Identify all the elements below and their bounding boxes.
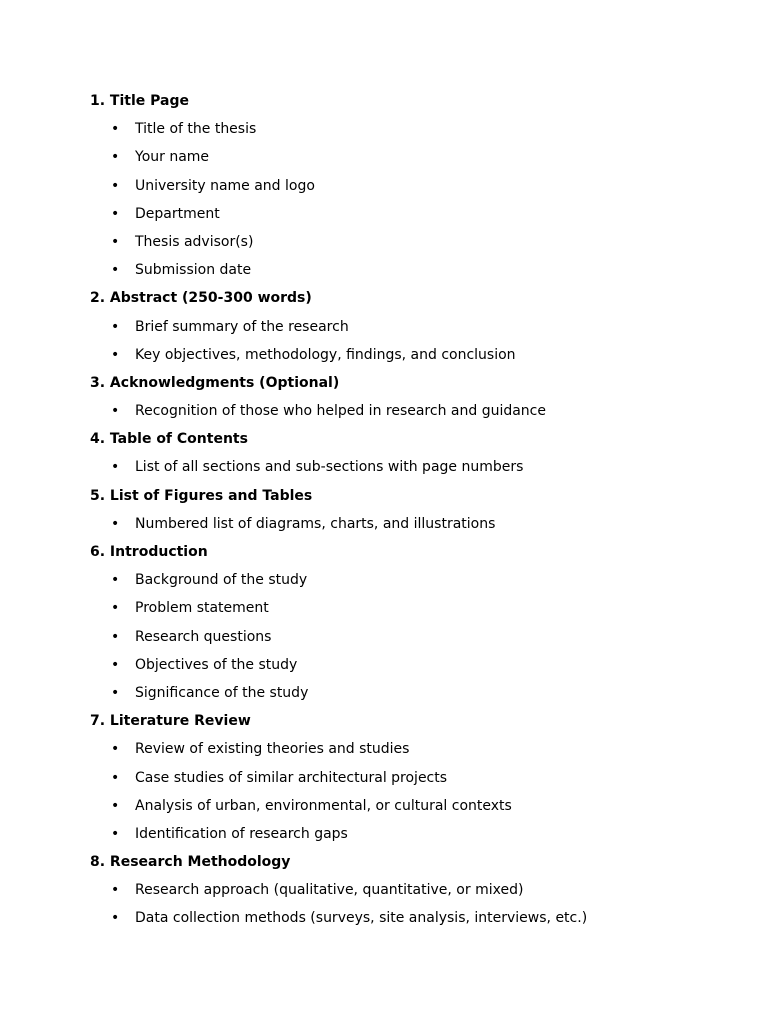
- list-item: [90, 569, 730, 597]
- bullet-list: [90, 456, 730, 484]
- bullet-icon: •: [111, 600, 120, 617]
- list-item: [90, 682, 730, 710]
- bullet-icon: •: [111, 262, 120, 279]
- bullet-list: [90, 118, 730, 287]
- list-item-text: List of all sections and sub-sections with page numbers: [135, 459, 524, 476]
- bullet-icon: •: [111, 121, 120, 138]
- section-heading: 8. Research Methodology: [90, 854, 291, 871]
- bullet-list: [90, 738, 730, 851]
- list-item: [90, 823, 730, 851]
- bullet-icon: •: [111, 769, 120, 786]
- list-item: [90, 654, 730, 682]
- list-item-text: Department: [135, 205, 220, 222]
- bullet-list: [90, 513, 730, 541]
- section-abstract: [90, 287, 730, 372]
- section-heading: 7. Literature Review: [90, 713, 251, 730]
- bullet-icon: •: [111, 825, 120, 842]
- list-item: [90, 175, 730, 203]
- list-item-text: Recognition of those who helped in research and guidance: [135, 403, 546, 420]
- list-item-text: Analysis of urban, environmental, or cultural contexts: [135, 797, 512, 814]
- list-item: [90, 456, 730, 484]
- list-item: [90, 316, 730, 344]
- section-acknowledgments: [90, 372, 730, 428]
- list-item-text: Case studies of similar architectural projects: [135, 769, 448, 786]
- list-item: [90, 344, 730, 372]
- section-heading: 4. Table of Contents: [90, 431, 248, 448]
- list-item-text: Significance of the study: [135, 684, 309, 701]
- list-item: [90, 597, 730, 625]
- list-item: [90, 795, 730, 823]
- section-list-of-figures: [90, 485, 730, 541]
- bullet-icon: •: [111, 515, 120, 532]
- section-literature-review: [90, 710, 730, 851]
- list-item-text: Key objectives, methodology, findings, and conclusion: [135, 346, 516, 363]
- list-item-text: Title of the thesis: [135, 121, 257, 138]
- list-item: [90, 231, 730, 259]
- list-item: [90, 118, 730, 146]
- section-heading: 3. Acknowledgments (Optional): [90, 374, 340, 391]
- section-heading: 1. Title Page: [90, 93, 189, 109]
- section-title-page: [90, 90, 730, 287]
- bullet-icon: •: [111, 403, 120, 420]
- list-item: [90, 879, 730, 907]
- bullet-list: [90, 316, 730, 372]
- list-item-text: Research questions: [135, 628, 272, 645]
- section-table-of-contents: [90, 428, 730, 484]
- section-introduction: [90, 541, 730, 710]
- bullet-icon: •: [111, 797, 120, 814]
- list-item: [90, 513, 730, 541]
- list-item-text: Identification of research gaps: [135, 825, 348, 842]
- list-item-text: Problem statement: [135, 600, 269, 617]
- list-item-text: University name and logo: [135, 177, 315, 194]
- thesis-outline: [90, 90, 730, 936]
- list-item-text: Objectives of the study: [135, 656, 298, 673]
- bullet-icon: •: [111, 684, 120, 701]
- list-item: [90, 907, 730, 935]
- list-item: [90, 400, 730, 428]
- bullet-icon: •: [111, 205, 120, 222]
- bullet-icon: •: [111, 346, 120, 363]
- bullet-list: [90, 400, 730, 428]
- list-item: [90, 203, 730, 231]
- list-item-text: Brief summary of the research: [135, 318, 349, 335]
- bullet-icon: •: [111, 318, 120, 335]
- bullet-list: [90, 879, 730, 935]
- list-item-text: Your name: [135, 149, 210, 166]
- section-heading: 5. List of Figures and Tables: [90, 487, 313, 504]
- section-heading: 2. Abstract (250-300 words): [90, 290, 312, 307]
- list-item-text: Research approach (qualitative, quantitative, or mixed): [135, 882, 524, 899]
- bullet-icon: •: [111, 572, 120, 589]
- bullet-icon: •: [111, 882, 120, 899]
- bullet-icon: •: [111, 741, 120, 758]
- section-heading: 6. Introduction: [90, 544, 208, 560]
- bullet-list: [90, 569, 730, 710]
- section-research-methodology: [90, 851, 730, 936]
- bullet-icon: •: [111, 656, 120, 673]
- list-item-text: Thesis advisor(s): [135, 233, 254, 250]
- list-item-text: Review of existing theories and studies: [135, 741, 410, 758]
- list-item: [90, 259, 730, 287]
- bullet-icon: •: [111, 233, 120, 250]
- list-item: [90, 738, 730, 766]
- list-item-text: Numbered list of diagrams, charts, and illustrations: [135, 515, 496, 532]
- list-item: [90, 146, 730, 174]
- list-item-text: Data collection methods (surveys, site analysis, interviews, etc.): [135, 910, 588, 927]
- bullet-icon: •: [111, 910, 120, 927]
- list-item-text: Submission date: [135, 262, 252, 279]
- bullet-icon: •: [111, 177, 120, 194]
- bullet-icon: •: [111, 459, 120, 476]
- list-item: [90, 767, 730, 795]
- list-item: [90, 626, 730, 654]
- bullet-icon: •: [111, 628, 120, 645]
- list-item-text: Background of the study: [135, 572, 308, 589]
- bullet-icon: •: [111, 149, 120, 166]
